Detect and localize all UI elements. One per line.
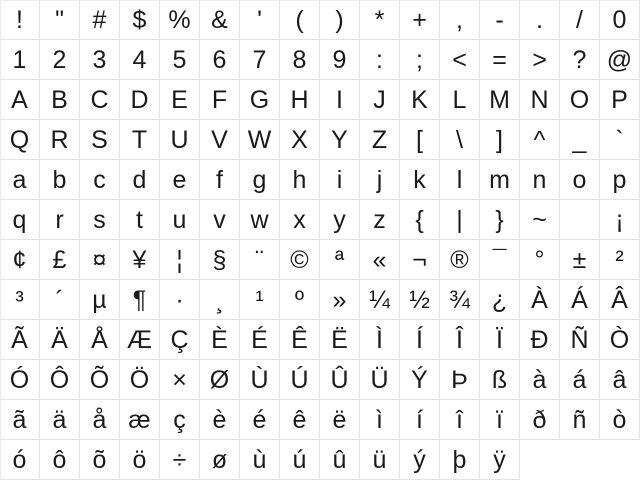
- glyph-cell[interactable]: È: [200, 320, 240, 360]
- glyph-cell[interactable]: ,: [440, 0, 480, 40]
- glyph-cell[interactable]: 8: [280, 40, 320, 80]
- glyph-cell[interactable]: g: [240, 160, 280, 200]
- glyph-cell[interactable]: í: [400, 400, 440, 440]
- glyph-cell[interactable]: »: [320, 280, 360, 320]
- glyph-cell[interactable]: å: [80, 400, 120, 440]
- glyph-cell[interactable]: 2: [40, 40, 80, 80]
- glyph-cell[interactable]: Ñ: [560, 320, 600, 360]
- glyph-cell[interactable]: B: [40, 80, 80, 120]
- glyph-cell[interactable]: à: [520, 360, 560, 400]
- glyph-cell[interactable]: Y: [320, 120, 360, 160]
- glyph-cell[interactable]: V: [200, 120, 240, 160]
- glyph-cell[interactable]: Î: [440, 320, 480, 360]
- glyph-cell[interactable]: ª: [320, 240, 360, 280]
- glyph-cell[interactable]: ´: [40, 280, 80, 320]
- glyph-cell[interactable]: ñ: [560, 400, 600, 440]
- glyph-cell[interactable]: Z: [360, 120, 400, 160]
- glyph-cell[interactable]: Ä: [40, 320, 80, 360]
- glyph-cell[interactable]: á: [560, 360, 600, 400]
- glyph-cell[interactable]: ¯: [480, 240, 520, 280]
- glyph-cell[interactable]: 1: [0, 40, 40, 80]
- glyph-cell[interactable]: ó: [0, 440, 40, 480]
- glyph-cell[interactable]: ': [240, 0, 280, 40]
- glyph-cell[interactable]: ü: [360, 440, 400, 480]
- glyph-cell[interactable]: Ê: [280, 320, 320, 360]
- glyph-cell[interactable]: 9: [320, 40, 360, 80]
- glyph-cell[interactable]: â: [600, 360, 640, 400]
- glyph-cell[interactable]: þ: [440, 440, 480, 480]
- glyph-cell[interactable]: x: [280, 200, 320, 240]
- glyph-cell[interactable]: W: [240, 120, 280, 160]
- glyph-cell[interactable]: \: [440, 120, 480, 160]
- glyph-cell[interactable]: Â: [600, 280, 640, 320]
- glyph-cell[interactable]: Ï: [480, 320, 520, 360]
- glyph-cell[interactable]: +: [400, 0, 440, 40]
- glyph-cell[interactable]: ê: [280, 400, 320, 440]
- glyph-cell[interactable]: ò: [600, 400, 640, 440]
- glyph-cell[interactable]: T: [120, 120, 160, 160]
- glyph-cell[interactable]: î: [440, 400, 480, 440]
- glyph-cell[interactable]: ×: [160, 360, 200, 400]
- glyph-cell[interactable]: é: [240, 400, 280, 440]
- glyph-cell[interactable]: c: [80, 160, 120, 200]
- glyph-cell[interactable]: ì: [360, 400, 400, 440]
- glyph-cell[interactable]: >: [520, 40, 560, 80]
- glyph-cell[interactable]: ^: [520, 120, 560, 160]
- glyph-cell[interactable]: F: [200, 80, 240, 120]
- glyph-cell[interactable]: z: [360, 200, 400, 240]
- glyph-cell[interactable]: ¤: [80, 240, 120, 280]
- glyph-cell[interactable]: ÿ: [480, 440, 520, 480]
- glyph-cell[interactable]: £: [40, 240, 80, 280]
- glyph-cell[interactable]: h: [280, 160, 320, 200]
- glyph-cell[interactable]: L: [440, 80, 480, 120]
- glyph-cell[interactable]: w: [240, 200, 280, 240]
- glyph-cell[interactable]: C: [80, 80, 120, 120]
- glyph-cell[interactable]: §: [200, 240, 240, 280]
- glyph-cell[interactable]: ;: [400, 40, 440, 80]
- glyph-cell[interactable]: t: [120, 200, 160, 240]
- glyph-cell[interactable]: i: [320, 160, 360, 200]
- glyph-cell[interactable]: Ù: [240, 360, 280, 400]
- glyph-cell[interactable]: m: [480, 160, 520, 200]
- glyph-cell[interactable]: ¼: [360, 280, 400, 320]
- glyph-cell[interactable]: Ó: [0, 360, 40, 400]
- glyph-cell[interactable]: ù: [240, 440, 280, 480]
- glyph-cell[interactable]: `: [600, 120, 640, 160]
- glyph-cell[interactable]: =: [480, 40, 520, 80]
- glyph-cell[interactable]: º: [280, 280, 320, 320]
- glyph-cell[interactable]: e: [160, 160, 200, 200]
- glyph-cell[interactable]: @: [600, 40, 640, 80]
- glyph-cell[interactable]: À: [520, 280, 560, 320]
- glyph-cell[interactable]: ï: [480, 400, 520, 440]
- glyph-cell[interactable]: Ö: [120, 360, 160, 400]
- glyph-cell[interactable]: É: [240, 320, 280, 360]
- glyph-cell[interactable]: ¨: [240, 240, 280, 280]
- glyph-cell[interactable]: ë: [320, 400, 360, 440]
- glyph-cell[interactable]: r: [40, 200, 80, 240]
- glyph-cell[interactable]: °: [520, 240, 560, 280]
- glyph-cell[interactable]: ¾: [440, 280, 480, 320]
- glyph-cell[interactable]: µ: [80, 280, 120, 320]
- glyph-cell[interactable]: l: [440, 160, 480, 200]
- glyph-cell[interactable]: ·: [160, 280, 200, 320]
- glyph-cell[interactable]: *: [360, 0, 400, 40]
- glyph-cell[interactable]: a: [0, 160, 40, 200]
- glyph-cell[interactable]: ]: [480, 120, 520, 160]
- glyph-cell[interactable]: Ð: [520, 320, 560, 360]
- glyph-cell[interactable]: $: [120, 0, 160, 40]
- empty-cells-area: [520, 440, 640, 480]
- glyph-cell[interactable]: ~: [520, 200, 560, 240]
- glyph-cell[interactable]: Å: [80, 320, 120, 360]
- glyph-cell[interactable]: Ë: [320, 320, 360, 360]
- glyph-cell[interactable]: ¸: [200, 280, 240, 320]
- glyph-cell[interactable]: ): [320, 0, 360, 40]
- glyph-cell[interactable]: Û: [320, 360, 360, 400]
- glyph-cell[interactable]: ç: [160, 400, 200, 440]
- glyph-cell[interactable]: ±: [560, 240, 600, 280]
- glyph-cell[interactable]: q: [0, 200, 40, 240]
- glyph-cell[interactable]: -: [480, 0, 520, 40]
- glyph-cell[interactable]: Ø: [200, 360, 240, 400]
- glyph-cell[interactable]: !: [0, 0, 40, 40]
- glyph-cell[interactable]: _: [560, 120, 600, 160]
- glyph-cell[interactable]: 6: [200, 40, 240, 80]
- glyph-cell[interactable]: Í: [400, 320, 440, 360]
- glyph-cell[interactable]: P: [600, 80, 640, 120]
- glyph-cell[interactable]: M: [480, 80, 520, 120]
- glyph-cell[interactable]: ": [40, 0, 80, 40]
- glyph-cell[interactable]: Á: [560, 280, 600, 320]
- glyph-cell[interactable]: p: [600, 160, 640, 200]
- glyph-cell[interactable]: I: [320, 80, 360, 120]
- glyph-cell[interactable]: ô: [40, 440, 80, 480]
- glyph-cell[interactable]: S: [80, 120, 120, 160]
- glyph-cell[interactable]: Ú: [280, 360, 320, 400]
- glyph-cell[interactable]: ¿: [480, 280, 520, 320]
- glyph-cell[interactable]: õ: [80, 440, 120, 480]
- glyph-cell[interactable]: ¦: [160, 240, 200, 280]
- glyph-cell[interactable]: b: [40, 160, 80, 200]
- glyph-cell[interactable]: G: [240, 80, 280, 120]
- glyph-cell[interactable]: ý: [400, 440, 440, 480]
- glyph-cell[interactable]: 0: [600, 0, 640, 40]
- glyph-cell[interactable]: k: [400, 160, 440, 200]
- glyph-cell[interactable]: Ò: [600, 320, 640, 360]
- glyph-cell[interactable]: |: [440, 200, 480, 240]
- glyph-cell[interactable]: #: [80, 0, 120, 40]
- glyph-cell[interactable]: }: [480, 200, 520, 240]
- glyph-cell[interactable]: ú: [280, 440, 320, 480]
- glyph-cell[interactable]: ß: [480, 360, 520, 400]
- glyph-cell[interactable]: ²: [600, 240, 640, 280]
- glyph-cell[interactable]: ©: [280, 240, 320, 280]
- glyph-cell[interactable]: æ: [120, 400, 160, 440]
- glyph-cell[interactable]: R: [40, 120, 80, 160]
- glyph-cell[interactable]: ½: [400, 280, 440, 320]
- glyph-cell[interactable]: Ü: [360, 360, 400, 400]
- glyph-cell[interactable]: f: [200, 160, 240, 200]
- glyph-cell[interactable]: «: [360, 240, 400, 280]
- glyph-cell[interactable]: ³: [0, 280, 40, 320]
- glyph-cell[interactable]: [: [400, 120, 440, 160]
- glyph-cell[interactable]: &: [200, 0, 240, 40]
- glyph-cell[interactable]: Õ: [80, 360, 120, 400]
- glyph-cell[interactable]: /: [560, 0, 600, 40]
- glyph-cell[interactable]: ð: [520, 400, 560, 440]
- glyph-cell[interactable]: ?: [560, 40, 600, 80]
- glyph-cell[interactable]: ¬: [400, 240, 440, 280]
- glyph-cell[interactable]: ÷: [160, 440, 200, 480]
- glyph-cell[interactable]: n: [520, 160, 560, 200]
- glyph-cell[interactable]: v: [200, 200, 240, 240]
- glyph-cell[interactable]: Q: [0, 120, 40, 160]
- glyph-cell[interactable]: :: [360, 40, 400, 80]
- glyph-cell[interactable]: 7: [240, 40, 280, 80]
- glyph-cell[interactable]: ä: [40, 400, 80, 440]
- glyph-cell[interactable]: 5: [160, 40, 200, 80]
- glyph-cell[interactable]: U: [160, 120, 200, 160]
- glyph-cell[interactable]: Ô: [40, 360, 80, 400]
- glyph-cell[interactable]: ¹: [240, 280, 280, 320]
- glyph-cell[interactable]: A: [0, 80, 40, 120]
- glyph-cell[interactable]: o: [560, 160, 600, 200]
- glyph-cell[interactable]: è: [200, 400, 240, 440]
- glyph-cell[interactable]: .: [520, 0, 560, 40]
- glyph-cell[interactable]: 3: [80, 40, 120, 80]
- glyph-cell[interactable]: ö: [120, 440, 160, 480]
- glyph-cell[interactable]: Ã: [0, 320, 40, 360]
- glyph-cell[interactable]: Ç: [160, 320, 200, 360]
- glyph-cell[interactable]: D: [120, 80, 160, 120]
- glyph-cell[interactable]: û: [320, 440, 360, 480]
- glyph-cell[interactable]: ¢: [0, 240, 40, 280]
- glyph-cell[interactable]: Ý: [400, 360, 440, 400]
- glyph-cell[interactable]: Þ: [440, 360, 480, 400]
- glyph-cell[interactable]: u: [160, 200, 200, 240]
- glyph-cell[interactable]: ¥: [120, 240, 160, 280]
- glyph-cell[interactable]: j: [360, 160, 400, 200]
- glyph-cell[interactable]: E: [160, 80, 200, 120]
- glyph-cell[interactable]: H: [280, 80, 320, 120]
- glyph-cell-blank: [560, 200, 600, 240]
- glyph-cell[interactable]: N: [520, 80, 560, 120]
- glyph-cell[interactable]: ¶: [120, 280, 160, 320]
- glyph-cell[interactable]: ¡: [600, 200, 640, 240]
- glyph-cell[interactable]: Æ: [120, 320, 160, 360]
- glyph-cell[interactable]: s: [80, 200, 120, 240]
- glyph-cell[interactable]: ã: [0, 400, 40, 440]
- glyph-cell[interactable]: 4: [120, 40, 160, 80]
- glyph-cell[interactable]: O: [560, 80, 600, 120]
- glyph-cell[interactable]: K: [400, 80, 440, 120]
- glyph-cell[interactable]: d: [120, 160, 160, 200]
- glyph-cell[interactable]: {: [400, 200, 440, 240]
- glyph-cell[interactable]: ®: [440, 240, 480, 280]
- glyph-cell[interactable]: (: [280, 0, 320, 40]
- glyph-cell[interactable]: %: [160, 0, 200, 40]
- glyph-cell[interactable]: J: [360, 80, 400, 120]
- glyph-cell[interactable]: y: [320, 200, 360, 240]
- glyph-cell[interactable]: <: [440, 40, 480, 80]
- glyph-cell[interactable]: Ì: [360, 320, 400, 360]
- glyph-cell[interactable]: X: [280, 120, 320, 160]
- glyph-cell[interactable]: ø: [200, 440, 240, 480]
